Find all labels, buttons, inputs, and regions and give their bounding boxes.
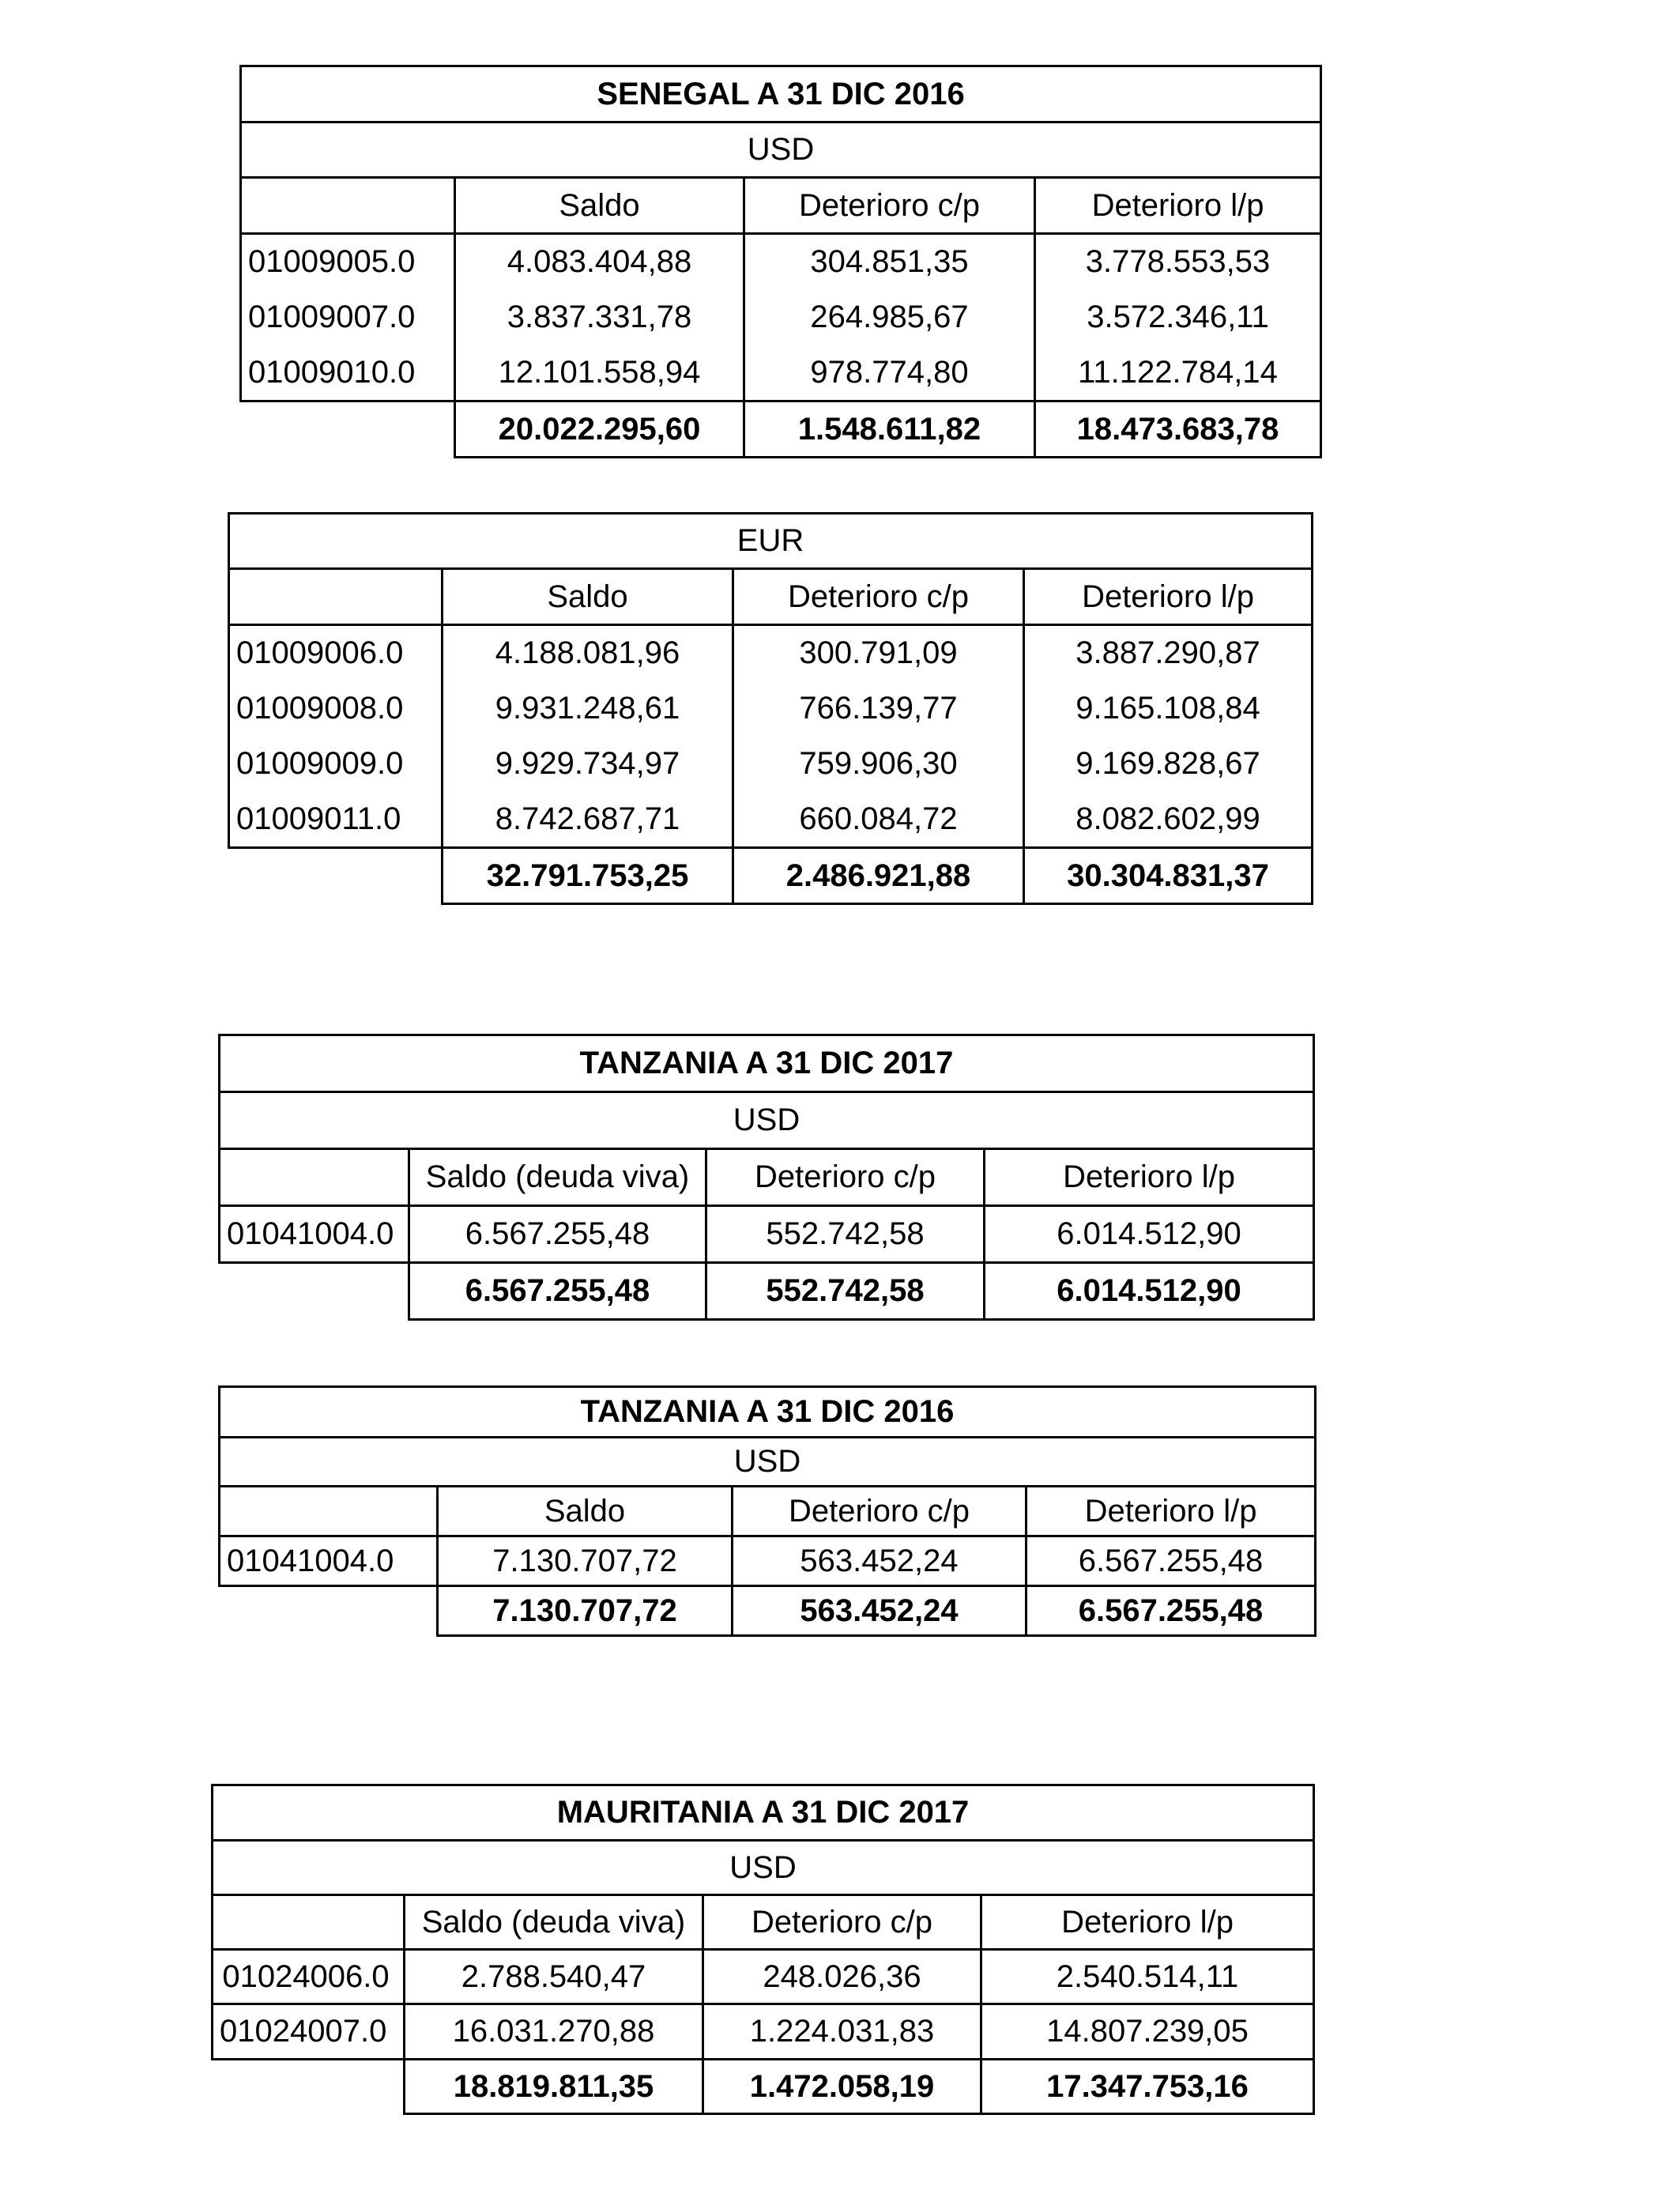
deterioro-cp-value: 563.452,24 (733, 1536, 1026, 1586)
deterioro-lp-value: 8.082.602,99 (1024, 792, 1313, 848)
header-deterioro-lp: Deterioro l/p (985, 1149, 1314, 1206)
total-saldo: 20.022.295,60 (455, 401, 744, 458)
saldo-value: 3.837.331,78 (455, 290, 744, 345)
table-title: SENEGAL A 31 DIC 2016 (241, 66, 1321, 123)
table-row (241, 345, 1321, 401)
account-code: 01041004.0 (220, 1536, 438, 1586)
deterioro-cp-value: 304.851,35 (744, 234, 1035, 290)
account-code: 01009005.0 (241, 234, 455, 290)
header-deterioro-cp: Deterioro c/p (703, 1895, 981, 1950)
total-deterioro-lp: 18.473.683,78 (1035, 401, 1321, 458)
totals-blank (229, 848, 443, 904)
table-title: TANZANIA A 31 DIC 2016 (220, 1387, 1316, 1438)
currency-label: USD (241, 123, 1321, 178)
deterioro-lp-value: 3.572.346,11 (1035, 290, 1321, 345)
header-blank (220, 1149, 409, 1206)
saldo-value: 12.101.558,94 (455, 345, 744, 401)
header-blank (241, 178, 455, 234)
deterioro-lp-value: 3.887.290,87 (1024, 625, 1313, 680)
table-row (213, 2004, 1314, 2060)
account-code: 01041004.0 (220, 1206, 409, 1263)
account-code: 01009006.0 (229, 625, 443, 680)
total-saldo: 18.819.811,35 (405, 2060, 703, 2114)
header-saldo: Saldo (455, 178, 744, 234)
table-row (213, 1950, 1314, 2004)
account-code: 01009009.0 (229, 737, 443, 792)
saldo-value: 4.083.404,88 (455, 234, 744, 290)
deterioro-cp-value: 660.084,72 (733, 792, 1024, 848)
saldo-value: 16.031.270,88 (405, 2004, 703, 2060)
table-row (229, 680, 1313, 737)
deterioro-lp-value: 9.169.828,67 (1024, 737, 1313, 792)
account-code: 01009011.0 (229, 792, 443, 848)
totals-blank (241, 401, 455, 458)
total-saldo: 6.567.255,48 (409, 1263, 706, 1320)
header-saldo: Saldo (443, 569, 733, 625)
saldo-value: 7.130.707,72 (438, 1536, 733, 1586)
header-deterioro-lp: Deterioro l/p (1035, 178, 1321, 234)
account-code: 01009010.0 (241, 345, 455, 401)
saldo-value: 9.931.248,61 (443, 680, 733, 737)
table-senegal-2016-eur (228, 512, 1313, 905)
header-blank (213, 1895, 405, 1950)
totals-blank (220, 1263, 409, 1320)
account-code: 01024006.0 (213, 1950, 405, 2004)
table-tanzania-2016-usd (218, 1385, 1317, 1637)
saldo-value: 9.929.734,97 (443, 737, 733, 792)
table-row (229, 737, 1313, 792)
header-deterioro-cp: Deterioro c/p (744, 178, 1035, 234)
currency-label: USD (220, 1092, 1314, 1149)
total-deterioro-cp: 1.548.611,82 (744, 401, 1035, 458)
header-saldo: Saldo (438, 1487, 733, 1536)
total-deterioro-cp: 563.452,24 (733, 1586, 1026, 1636)
deterioro-cp-value: 264.985,67 (744, 290, 1035, 345)
currency-label: USD (213, 1841, 1314, 1895)
table-row (241, 290, 1321, 345)
total-saldo: 7.130.707,72 (438, 1586, 733, 1636)
total-saldo: 32.791.753,25 (443, 848, 733, 904)
table-row (229, 792, 1313, 848)
deterioro-cp-value: 1.224.031,83 (703, 2004, 981, 2060)
total-deterioro-cp: 552.742,58 (706, 1263, 985, 1320)
saldo-value: 2.788.540,47 (405, 1950, 703, 2004)
saldo-value: 6.567.255,48 (409, 1206, 706, 1263)
total-deterioro-lp: 6.014.512,90 (985, 1263, 1314, 1320)
header-blank (229, 569, 443, 625)
currency-label: USD (220, 1438, 1316, 1487)
table-title: MAURITANIA A 31 DIC 2017 (213, 1785, 1314, 1841)
header-deterioro-cp: Deterioro c/p (733, 569, 1024, 625)
saldo-value: 8.742.687,71 (443, 792, 733, 848)
account-code: 01009007.0 (241, 290, 455, 345)
header-saldo: Saldo (deuda viva) (409, 1149, 706, 1206)
table-row (220, 1536, 1316, 1586)
total-deterioro-lp: 6.567.255,48 (1026, 1586, 1316, 1636)
deterioro-lp-value: 14.807.239,05 (981, 2004, 1314, 2060)
deterioro-cp-value: 552.742,58 (706, 1206, 985, 1263)
totals-row (241, 401, 1321, 458)
totals-row (220, 1586, 1316, 1636)
table-row (229, 625, 1313, 680)
total-deterioro-cp: 1.472.058,19 (703, 2060, 981, 2114)
total-deterioro-cp: 2.486.921,88 (733, 848, 1024, 904)
table-title: TANZANIA A 31 DIC 2017 (220, 1035, 1314, 1092)
deterioro-lp-value: 6.014.512,90 (985, 1206, 1314, 1263)
header-deterioro-lp: Deterioro l/p (1026, 1487, 1316, 1536)
totals-row (229, 848, 1313, 904)
header-deterioro-lp: Deterioro l/p (1024, 569, 1313, 625)
totals-blank (220, 1586, 438, 1636)
deterioro-cp-value: 978.774,80 (744, 345, 1035, 401)
table-row (220, 1206, 1314, 1263)
deterioro-cp-value: 759.906,30 (733, 737, 1024, 792)
account-code: 01024007.0 (213, 2004, 405, 2060)
currency-label: EUR (229, 514, 1313, 569)
table-senegal-2016-usd (239, 65, 1322, 458)
deterioro-cp-value: 766.139,77 (733, 680, 1024, 737)
total-deterioro-lp: 30.304.831,37 (1024, 848, 1313, 904)
table-row (241, 234, 1321, 290)
deterioro-cp-value: 248.026,36 (703, 1950, 981, 2004)
header-blank (220, 1487, 438, 1536)
totals-blank (213, 2060, 405, 2114)
header-deterioro-lp: Deterioro l/p (981, 1895, 1314, 1950)
deterioro-lp-value: 6.567.255,48 (1026, 1536, 1316, 1586)
account-code: 01009008.0 (229, 680, 443, 737)
deterioro-cp-value: 300.791,09 (733, 625, 1024, 680)
header-saldo: Saldo (deuda viva) (405, 1895, 703, 1950)
deterioro-lp-value: 9.165.108,84 (1024, 680, 1313, 737)
totals-row (220, 1263, 1314, 1320)
deterioro-lp-value: 3.778.553,53 (1035, 234, 1321, 290)
table-mauritania-2017-usd (211, 1784, 1315, 2115)
table-tanzania-2017-usd (218, 1034, 1315, 1321)
deterioro-lp-value: 11.122.784,14 (1035, 345, 1321, 401)
header-deterioro-cp: Deterioro c/p (733, 1487, 1026, 1536)
totals-row (213, 2060, 1314, 2114)
total-deterioro-lp: 17.347.753,16 (981, 2060, 1314, 2114)
saldo-value: 4.188.081,96 (443, 625, 733, 680)
deterioro-lp-value: 2.540.514,11 (981, 1950, 1314, 2004)
header-deterioro-cp: Deterioro c/p (706, 1149, 985, 1206)
